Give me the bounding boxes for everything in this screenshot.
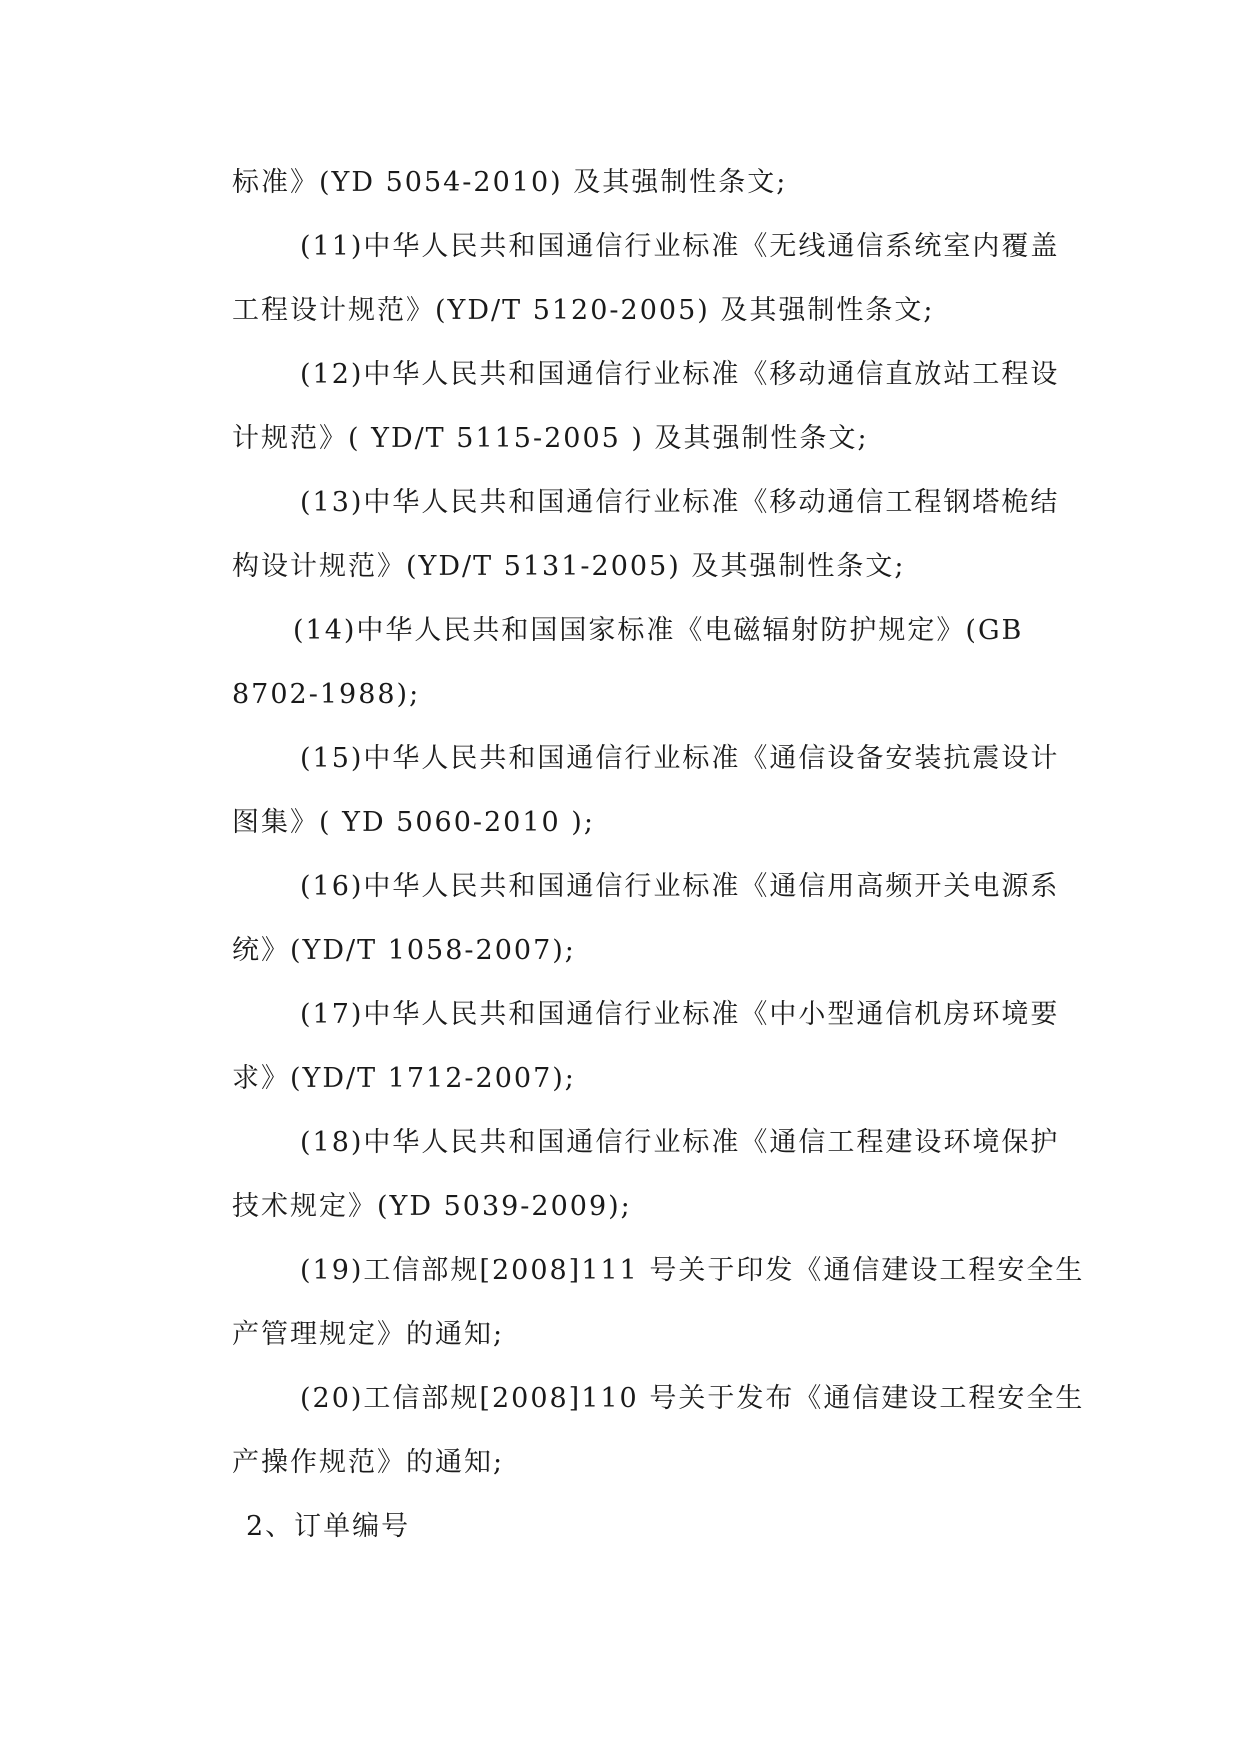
list-item-13-line-2: 构设计规范》(YD/T 5131-2005) 及其强制性条文; bbox=[232, 551, 906, 582]
list-item-13-line-1: (13)中华人民共和国通信行业标准《移动通信工程钢塔桅结 bbox=[300, 487, 1060, 518]
list-item-19-line-2: 产管理规定》的通知; bbox=[232, 1319, 505, 1350]
list-item-14-line-2: 8702-1988); bbox=[232, 679, 421, 710]
list-item-15-line-1: (15)中华人民共和国通信行业标准《通信设备安装抗震设计 bbox=[300, 743, 1060, 774]
list-item-17-line-2: 求》(YD/T 1712-2007); bbox=[232, 1063, 576, 1094]
list-item-16-line-1: (16)中华人民共和国通信行业标准《通信用高频开关电源系 bbox=[300, 871, 1060, 902]
list-item-11-line-1: (11)中华人民共和国通信行业标准《无线通信系统室内覆盖 bbox=[300, 231, 1060, 262]
list-item-16-line-2: 统》(YD/T 1058-2007); bbox=[232, 935, 576, 966]
list-item-14-line-1: (14)中华人民共和国国家标准《电磁辐射防护规定》(GB bbox=[293, 615, 1024, 646]
list-item-20-line-1: (20)工信部规[2008]110 号关于发布《通信建设工程安全生 bbox=[300, 1383, 1085, 1414]
list-item-20-line-2: 产操作规范》的通知; bbox=[232, 1447, 505, 1478]
list-item-11-line-2: 工程设计规范》(YD/T 5120-2005) 及其强制性条文; bbox=[232, 295, 935, 326]
list-item-12-line-1: (12)中华人民共和国通信行业标准《移动通信直放站工程设 bbox=[300, 359, 1060, 390]
list-item-18-line-1: (18)中华人民共和国通信行业标准《通信工程建设环境保护 bbox=[300, 1127, 1060, 1158]
list-item-19-line-1: (19)工信部规[2008]111 号关于印发《通信建设工程安全生 bbox=[300, 1255, 1085, 1286]
text-line-1: 标准》(YD 5054-2010) 及其强制性条文; bbox=[232, 167, 788, 198]
list-item-12-line-2: 计规范》( YD/T 5115-2005 ) 及其强制性条文; bbox=[232, 423, 869, 454]
list-item-17-line-1: (17)中华人民共和国通信行业标准《中小型通信机房环境要 bbox=[300, 999, 1060, 1030]
list-item-15-line-2: 图集》( YD 5060-2010 ); bbox=[232, 807, 595, 838]
list-item-18-line-2: 技术规定》(YD 5039-2009); bbox=[232, 1191, 632, 1222]
section-heading: 2、订单编号 bbox=[246, 1511, 411, 1542]
